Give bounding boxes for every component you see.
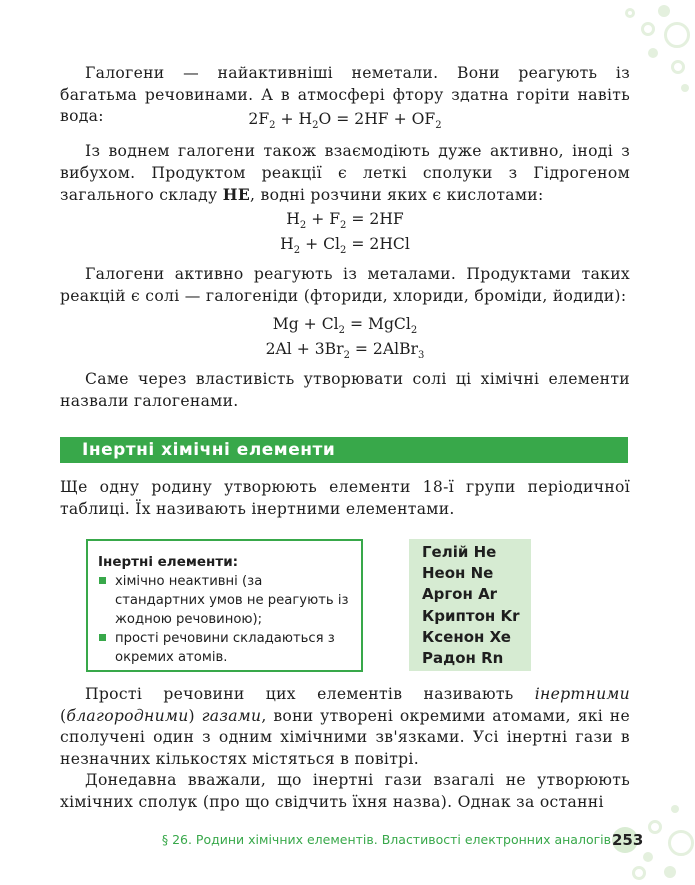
decor-circle xyxy=(671,805,679,813)
decor-circle xyxy=(664,866,676,878)
decor-circle xyxy=(681,84,689,92)
page-number: 253 xyxy=(612,827,638,853)
paragraph: Ще одну родину утворюють елементи 18-ї групи періодичної таблиці. Їх називають інертними елементами. xyxy=(60,478,630,518)
box-title: Інертні елементи: xyxy=(98,554,239,570)
decor-circle xyxy=(671,60,685,74)
equation: $2F_2 + H_2O = 2HF + OF_2$ xyxy=(248,110,442,132)
paragraph: Із воднем галогени також взаємодіють дуже активно, іноді з вибухом. Продуктом реакції є леткі сполуки з Гідрогеном загального складу HE, водні розчини яких є кислотами: xyxy=(60,142,630,204)
paragraph: Саме через властивість утворювати солі ці хімічні елементи назвали галогенами. xyxy=(60,370,630,410)
list-item: Гелій He xyxy=(422,543,497,561)
paragraph: Галогени — найактивніші неметали. Вони реагують із багатьма речовинами. А в атмосфері фтору здатна горіти навіть вода: xyxy=(60,64,630,125)
list-item: Неон Ne xyxy=(422,564,494,583)
list-item: прості речовини складаються з окремих атомів. xyxy=(98,629,351,667)
gases-list xyxy=(409,539,531,671)
decor-circle xyxy=(641,22,655,36)
decor-circle xyxy=(648,48,658,58)
equation: $H_2 + F_2 = 2HF$ xyxy=(286,210,404,232)
decor-circle xyxy=(632,866,646,880)
list-item: Криптон Kr xyxy=(422,606,520,625)
equation: $2Al + 3Br_2$ = 2AlBr$_3$ xyxy=(265,340,425,362)
decor-circle xyxy=(664,22,690,48)
section-heading: Інертні хімічні елементи xyxy=(60,437,628,463)
equation: $Mg + Cl_2$ = MgCl$_2$ xyxy=(272,315,418,337)
decor-circle xyxy=(658,5,670,17)
decor-circle xyxy=(643,852,653,862)
bullet-icon xyxy=(99,634,106,641)
decor-circle xyxy=(668,830,694,856)
equation: $H_2 + Cl_2 = 2HCl$ xyxy=(280,235,410,257)
list-item: хімічно неактивні (за стандартних умов не реагують із жодною речовиною); xyxy=(98,572,351,629)
list-item: Аргон Ar xyxy=(422,585,498,604)
decor-circle xyxy=(625,8,635,18)
bullet-icon xyxy=(99,577,106,584)
paragraph: Галогени активно реагують із металами. Продуктами таких реакцій є солі — галогеніди (фториди, хлориди, броміди, йодиди): xyxy=(60,265,630,305)
definition-box xyxy=(86,539,363,672)
paragraph: Прості речовини цих елементів називають інертними (благородними) газами, вони утворені окремими атомами, які не сполучені один з одним хімічними зв'язками. Усі інертні гази в незначних кількостях містяться в повітрі. xyxy=(60,685,631,768)
decor-circle xyxy=(648,820,662,834)
list-item: Радон Rn xyxy=(422,649,504,668)
paragraph: Донедавна вважали, що інертні гази взагалі не утворюють хімічних сполук (про що свідчить їхня назва). Однак за останні xyxy=(60,771,630,811)
running-footer: § 26. Родини хімічних елементів. Властивості електронних аналогів xyxy=(161,832,611,847)
list-item: Ксенон Xe xyxy=(422,627,511,646)
